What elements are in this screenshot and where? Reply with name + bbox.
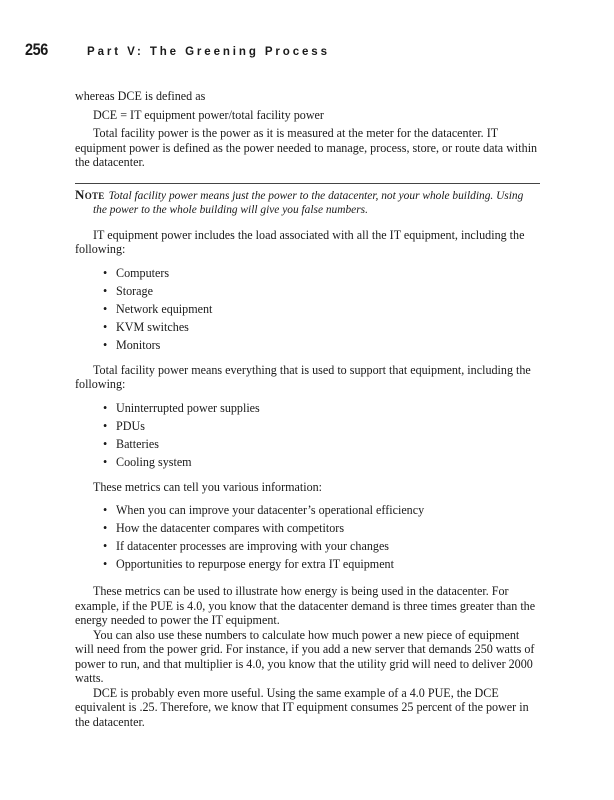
list-item: [103, 501, 540, 519]
paragraph-power-grid: You can also use these numbers to calculate how much power a new piece of equipment will need from the power grid. For instance, if you add a new server that demands 250 watts of power to run, and that multiplier is 4.0, you know that the utility grid will need to deliver 2000 watts.: [75, 627, 535, 685]
bullet-icon: •: [103, 265, 108, 280]
bullet-icon: •: [103, 283, 108, 298]
list-item: [103, 399, 540, 417]
note-line-1: [75, 188, 540, 203]
list-item: [103, 537, 540, 555]
note-line-2: the power to the whole building will give you false numbers.: [93, 203, 368, 216]
bullet-icon: •: [103, 400, 108, 415]
it-equipment-list: [75, 264, 540, 354]
list-item-text: Network equipment: [116, 301, 213, 316]
list-item: [103, 300, 540, 318]
running-head: Part V: The Greening Process: [87, 46, 330, 58]
dce-formula: DCE = IT equipment power/total facility power: [93, 107, 324, 122]
list-item: [103, 417, 540, 435]
list-item-text: If datacenter processes are improving with your changes: [116, 539, 390, 553]
bullet-icon: •: [103, 539, 108, 553]
list-item-text: Monitors: [116, 337, 161, 352]
facility-equipment-list: [75, 399, 540, 471]
page-number: 256: [25, 40, 48, 59]
list-item-text: Storage: [116, 283, 153, 298]
page-header: [25, 40, 330, 62]
bullet-icon: •: [103, 454, 108, 469]
paragraph-dce-intro: whereas DCE is defined as: [75, 89, 206, 103]
list-item: [103, 555, 540, 573]
paragraph-it-equipment: IT equipment power includes the load associated with all the IT equipment, including the following:: [75, 227, 525, 256]
list-item: [103, 453, 540, 471]
list-item-text: KVM switches: [116, 319, 189, 334]
list-item-text: Computers: [116, 265, 170, 280]
bullet-icon: •: [103, 337, 108, 352]
bullet-icon: •: [103, 436, 108, 451]
note-text-1: Total facility power means just the power to the datacenter, not your whole building. Using: [108, 189, 524, 202]
paragraph-definitions: Total facility power is the power as it is measured at the meter for the datacenter. IT equipment power is defined as the power needed to manage, process, store, or route data within the datacenter.: [75, 126, 538, 169]
bullet-icon: •: [103, 503, 108, 517]
metrics-benefits-list: [75, 501, 540, 573]
list-item: [103, 519, 540, 537]
bullet-icon: •: [103, 301, 108, 316]
note-label: Note: [75, 186, 105, 202]
list-item-text: Uninterrupted power supplies: [116, 400, 260, 415]
bullet-icon: •: [103, 557, 108, 571]
list-item-text: PDUs: [116, 418, 145, 433]
bullet-icon: •: [103, 418, 108, 433]
list-item-text: Batteries: [116, 436, 159, 451]
list-item-text: When you can improve your datacenter’s operational efficiency: [116, 503, 425, 517]
list-item: [103, 435, 540, 453]
bullet-icon: •: [103, 521, 108, 535]
list-item-text: How the datacenter compares with competitors: [116, 521, 345, 535]
list-item: [103, 336, 540, 354]
paragraph-dce-example: DCE is probably even more useful. Using the same example of a 4.0 PUE, the DCE equivalent is .25. Therefore, we know that IT equipment consumes 25 percent of the power in the datacenter.: [75, 685, 529, 729]
list-item-text: Cooling system: [116, 454, 192, 469]
list-item: [103, 282, 540, 300]
list-item: [103, 318, 540, 336]
note-box: [75, 183, 540, 217]
paragraph-metrics: These metrics can tell you various information:: [93, 479, 323, 494]
list-item-text: Opportunities to repurpose energy for extra IT equipment: [116, 557, 394, 571]
paragraph-pue-example: These metrics can be used to illustrate how energy is being used in the datacenter. For example, if the PUE is 4.0, you know that the datacenter demand is three times greater than the energy needed to power the IT equipment.: [75, 584, 536, 627]
page-body: [75, 89, 540, 729]
paragraph-facility-power: Total facility power means everything that is used to support that equipment, including the following:: [75, 362, 531, 391]
bullet-icon: •: [103, 319, 108, 334]
list-item: [103, 264, 540, 282]
